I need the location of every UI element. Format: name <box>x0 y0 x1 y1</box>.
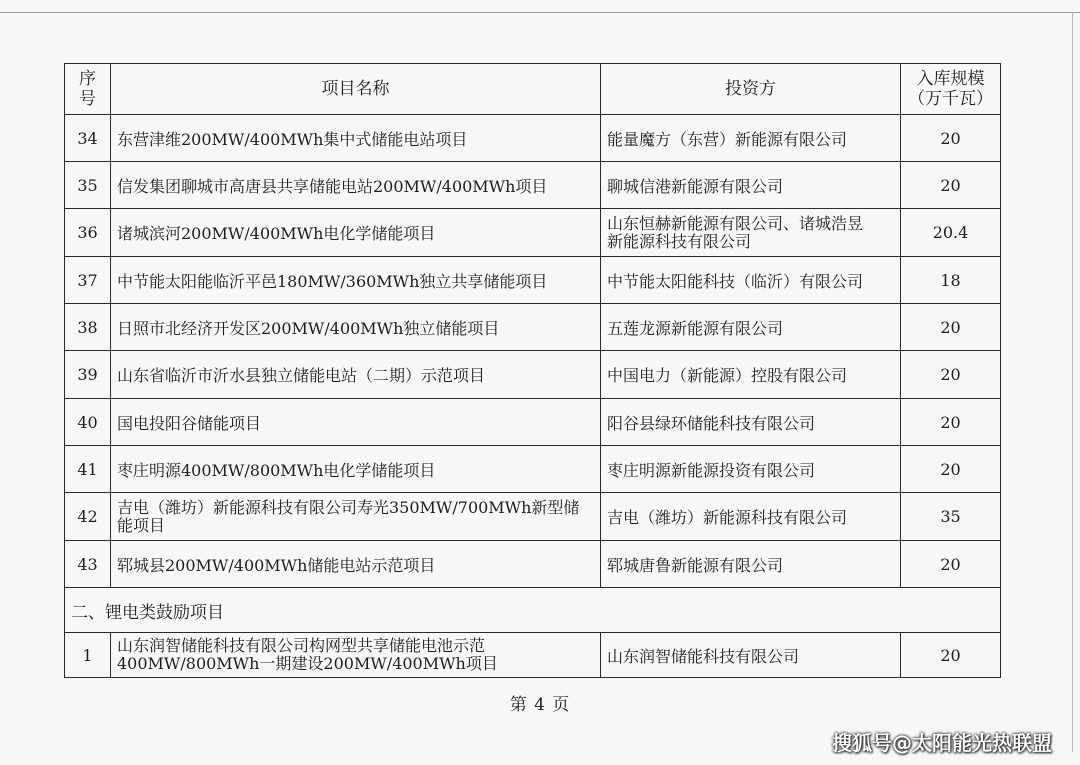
row-scale: 18 <box>901 257 1001 304</box>
row-investor: 聊城信港新能源有限公司 <box>601 162 901 209</box>
table-header-row <box>65 64 1001 115</box>
watermark: 搜狐号@太阳能光热联盟 <box>832 731 1052 755</box>
row-investor: 枣庄明源新能源投资有限公司 <box>601 446 901 493</box>
row-scale: 35 <box>901 493 1001 541</box>
table-row <box>65 115 1001 162</box>
table-row <box>65 446 1001 493</box>
row-scale: 20 <box>901 304 1001 351</box>
row-scale: 20 <box>901 115 1001 162</box>
header-name: 项目名称 <box>111 64 601 115</box>
row-no: 40 <box>65 399 111 446</box>
row-scale: 20 <box>901 446 1001 493</box>
table-row <box>65 351 1001 399</box>
table-row <box>65 209 1001 257</box>
table-row <box>65 257 1001 304</box>
row-investor: 中节能太阳能科技（临沂）有限公司 <box>601 257 901 304</box>
row-no: 39 <box>65 351 111 399</box>
project-table <box>64 63 1001 678</box>
row-investor: 五莲龙源新能源有限公司 <box>601 304 901 351</box>
row-name-line2: 400MW/800MWh一期建设200MW/400MWh项目 <box>117 654 498 673</box>
row-name-line1: 山东润智储能科技有限公司构网型共享储能电池示范 <box>117 636 486 655</box>
table-row <box>65 541 1001 588</box>
row-investor: 阳谷县绿环储能科技有限公司 <box>601 399 901 446</box>
row-name <box>111 493 601 541</box>
table-row <box>65 304 1001 351</box>
table-row <box>65 399 1001 446</box>
header-scale-line2: （万千瓦） <box>908 89 993 109</box>
header-no: 序号 <box>65 64 111 115</box>
row-no: 36 <box>65 209 111 257</box>
section-header-row <box>65 588 1001 633</box>
table-row <box>65 493 1001 541</box>
row-investor-line1: 山东恒赫新能源有限公司、诸城浩昱 <box>607 213 864 233</box>
row-name-line1: 吉电（潍坊）新能源科技有限公司寿光350MW/700MWh新型储 <box>117 497 580 517</box>
row-name: 东营津维200MW/400MWh集中式储能电站项目 <box>111 115 601 162</box>
row-name: 日照市北经济开发区200MW/400MWh独立储能项目 <box>111 304 601 351</box>
row-name: 国电投阳谷储能项目 <box>111 399 601 446</box>
row-name: 山东省临沂市沂水县独立储能电站（二期）示范项目 <box>111 351 601 399</box>
row-name <box>111 633 601 678</box>
row-scale: 20.4 <box>901 209 1001 257</box>
page-number: 第 4 页 <box>509 695 571 715</box>
row-scale: 20 <box>901 351 1001 399</box>
row-no: 41 <box>65 446 111 493</box>
header-scale <box>901 64 1001 115</box>
row-name: 信发集团聊城市高唐县共享储能电站200MW/400MWh项目 <box>111 162 601 209</box>
row-investor: 吉电（潍坊）新能源科技有限公司 <box>601 493 901 541</box>
row-investor: 山东润智储能科技有限公司 <box>601 633 901 678</box>
row-no: 34 <box>65 115 111 162</box>
row-investor: 能量魔方（东营）新能源有限公司 <box>601 115 901 162</box>
row-investor <box>601 209 901 257</box>
row-name: 枣庄明源400MW/800MWh电化学储能项目 <box>111 446 601 493</box>
row-no: 37 <box>65 257 111 304</box>
row-investor: 郓城唐鲁新能源有限公司 <box>601 541 901 588</box>
section-title: 二、锂电类鼓励项目 <box>65 588 1001 633</box>
row-no: 1 <box>65 633 111 678</box>
header-investor: 投资方 <box>601 64 901 115</box>
row-name-line2: 能项目 <box>117 515 166 535</box>
row-scale: 20 <box>901 633 1001 678</box>
row-investor-line2: 新能源科技有限公司 <box>607 231 752 251</box>
row-no: 35 <box>65 162 111 209</box>
row-no: 43 <box>65 541 111 588</box>
row-no: 38 <box>65 304 111 351</box>
table-row <box>65 162 1001 209</box>
row-name: 诸城滨河200MW/400MWh电化学储能项目 <box>111 209 601 257</box>
table-row <box>65 633 1001 678</box>
scan-edge-right <box>1072 12 1073 752</box>
row-name: 中节能太阳能临沂平邑180MW/360MWh独立共享储能项目 <box>111 257 601 304</box>
row-investor: 中国电力（新能源）控股有限公司 <box>601 351 901 399</box>
scan-edge-top <box>0 12 1080 13</box>
header-scale-line1: 入库规模 <box>916 69 985 89</box>
row-scale: 20 <box>901 162 1001 209</box>
row-scale: 20 <box>901 399 1001 446</box>
row-scale: 20 <box>901 541 1001 588</box>
row-no: 42 <box>65 493 111 541</box>
row-name: 郓城县200MW/400MWh储能电站示范项目 <box>111 541 601 588</box>
